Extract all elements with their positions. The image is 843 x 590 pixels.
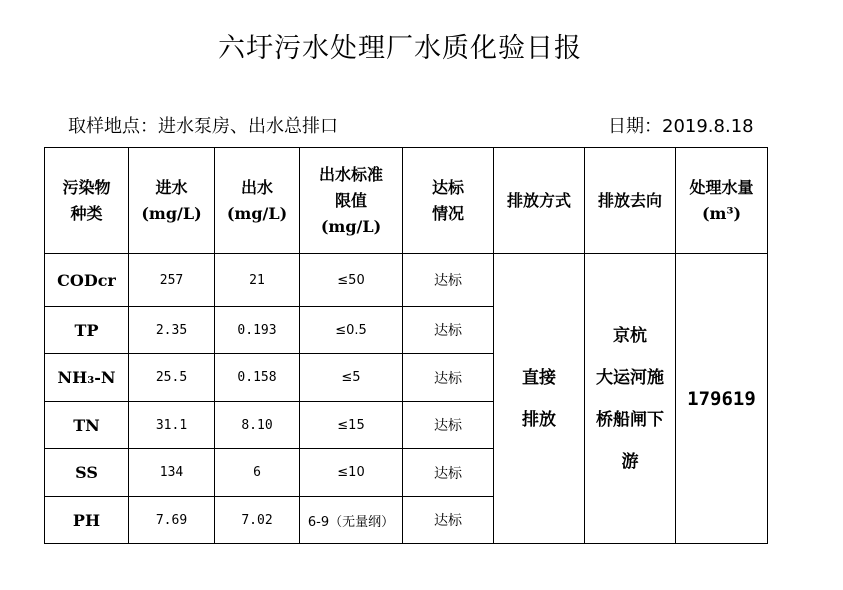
compliance-status: 达标 xyxy=(403,307,494,354)
header-volume: 处理水量 (m³) xyxy=(676,148,768,254)
header-effluent: 出水 (mg/L) xyxy=(215,148,300,254)
influent-value: 7.69 xyxy=(129,497,215,544)
effluent-value: 21 xyxy=(215,254,300,307)
compliance-status: 达标 xyxy=(403,354,494,402)
report-title: 六圩污水处理厂水质化验日报 xyxy=(218,33,582,64)
pollutant-name: TN xyxy=(45,402,129,449)
limit-value: ≤0.5 xyxy=(300,307,403,354)
header-row xyxy=(45,148,768,254)
compliance-status: 达标 xyxy=(403,497,494,544)
compliance-status: 达标 xyxy=(403,254,494,307)
sampling-location: 取样地点：进水泵房、出水总排口 xyxy=(68,116,338,137)
limit-value: 6-9（无量纲） xyxy=(300,497,403,544)
header-compliance: 达标 情况 xyxy=(403,148,494,254)
header-pollutant: 污染物 种类 xyxy=(45,148,129,254)
influent-value: 2.35 xyxy=(129,307,215,354)
header-discharge-destination: 排放去向 xyxy=(585,148,676,254)
pollutant-name: NH₃-N xyxy=(45,354,129,402)
influent-value: 31.1 xyxy=(129,402,215,449)
effluent-value: 8.10 xyxy=(215,402,300,449)
pollutant-name: SS xyxy=(45,449,129,497)
pollutant-name: CODcr xyxy=(45,254,129,307)
limit-value: ≤5 xyxy=(300,354,403,402)
limit-value: ≤15 xyxy=(300,402,403,449)
effluent-value: 0.158 xyxy=(215,354,300,402)
limit-value: ≤50 xyxy=(300,254,403,307)
effluent-value: 6 xyxy=(215,449,300,497)
influent-value: 25.5 xyxy=(129,354,215,402)
discharge-destination: 京杭 大运河施 桥船闸下 游 xyxy=(585,254,676,544)
compliance-status: 达标 xyxy=(403,449,494,497)
table-row xyxy=(45,254,768,307)
header-influent: 进水 (mg/L) xyxy=(129,148,215,254)
header-limit: 出水标准 限值 (mg/L) xyxy=(300,148,403,254)
header-discharge-method: 排放方式 xyxy=(494,148,585,254)
discharge-method: 直接 排放 xyxy=(494,254,585,544)
effluent-value: 7.02 xyxy=(215,497,300,544)
influent-value: 134 xyxy=(129,449,215,497)
limit-value: ≤10 xyxy=(300,449,403,497)
report-date: 日期：2019.8.18 xyxy=(608,116,754,137)
treated-volume: 179619 xyxy=(676,254,768,544)
pollutant-name: PH xyxy=(45,497,129,544)
water-quality-table xyxy=(44,147,768,544)
effluent-value: 0.193 xyxy=(215,307,300,354)
compliance-status: 达标 xyxy=(403,402,494,449)
influent-value: 257 xyxy=(129,254,215,307)
pollutant-name: TP xyxy=(45,307,129,354)
